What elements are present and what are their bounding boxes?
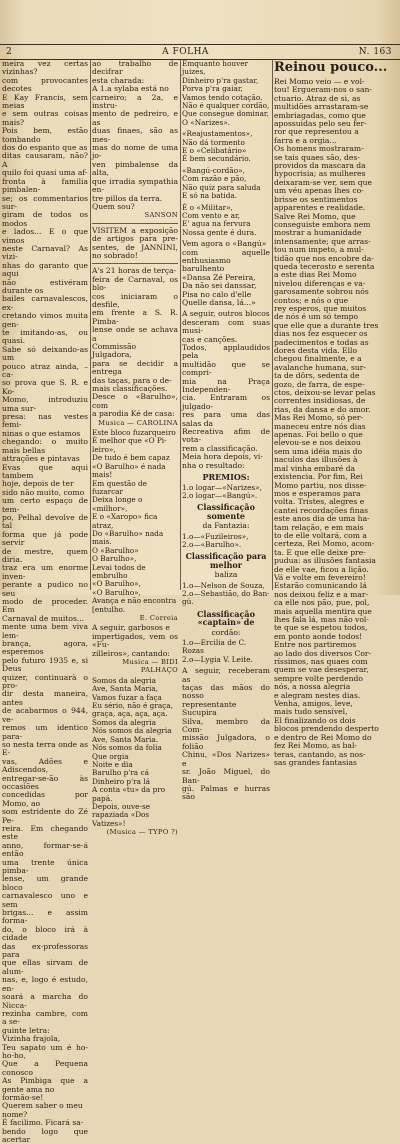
- text-line: brigas... e assim forma-: [2, 908, 88, 926]
- text-line: Da não sei danssar,: [182, 281, 257, 291]
- text-line: Eu sério, não é graça,: [92, 701, 173, 711]
- text-line: Depois, ouve-se: [92, 801, 151, 811]
- text-line: bendo logo que acertar: [2, 1126, 88, 1144]
- text-line: E o «Celibatário»: [182, 146, 247, 156]
- text-line: gú.: [182, 597, 194, 607]
- text-line: com aquelle enthusiasmo: [182, 247, 270, 265]
- column-4: [274, 60, 394, 767]
- text-line: som estridente do Zé Pe-: [2, 807, 88, 825]
- text-line: de nós é um só tempo: [274, 312, 359, 322]
- text-line: Silva, membro da Com-: [182, 716, 270, 735]
- text-line: ao lado dos diversos Cor-: [274, 648, 372, 658]
- text-line: E só na batida.: [182, 191, 238, 201]
- text-line: queda tecerosto e serenta: [274, 261, 375, 271]
- text-line: meira vez certas vizinhas?: [2, 59, 88, 77]
- text-line: «O Barulho»,: [92, 587, 141, 597]
- text-line: rapaziada «Dos Vatizes»!: [92, 810, 150, 828]
- text-line: El finalizando os dois: [274, 715, 356, 725]
- text-line: nivelou diferenças e va-: [274, 278, 366, 288]
- text-line: barulhento: [182, 264, 225, 274]
- text-line: dores desta vida. Ello: [274, 346, 358, 355]
- text-line: Que a Pequena conosco: [2, 1059, 88, 1077]
- text-line: 2.o—Lygia V. Leite.: [182, 654, 253, 664]
- text-line: 1.o—Nelson de Souza,: [182, 580, 265, 590]
- text-line: ninas o que estamos: [2, 428, 81, 438]
- text-line: representante Sucupira: [182, 699, 237, 718]
- text-line: conseguiste embora nem: [274, 219, 371, 229]
- text-line: O «Narizes».: [182, 117, 231, 127]
- text-line: cas e canções.: [182, 334, 238, 344]
- text-line: Dinheiro p'ra gastar,: [182, 75, 259, 85]
- text-line: Nós somos da folia: [92, 743, 162, 753]
- classification-subheading: da Fantazia:: [202, 521, 250, 531]
- text-line: soará a marcha do Nicca-: [2, 992, 88, 1010]
- classification-heading: Classificação «captain» de: [197, 608, 255, 628]
- text-line: rezinha cambre, com a se-: [2, 1008, 88, 1027]
- text-line: ta. E que elle deixe pre-: [274, 547, 366, 557]
- column-divider: [272, 60, 273, 590]
- text-line: sas grandes fantasias: [274, 757, 357, 767]
- text-line: Pois bem, estão tombando: [2, 126, 88, 144]
- text-line: que ellas sirvam de alum-: [2, 958, 88, 976]
- text-line: tou! Ergueram-nos o san-: [274, 85, 372, 95]
- text-line: Vá e volte em fevereiro!: [274, 572, 366, 582]
- text-line: Não quiz para saluda: [182, 182, 261, 192]
- text-line: Quelle dansa, lá...»: [182, 297, 256, 307]
- text-line: Desce o «Barulho», com: [92, 392, 178, 410]
- text-line: dias nos fez esquecer os: [274, 329, 368, 339]
- text-line: A seguir, outros blocos: [182, 309, 270, 319]
- text-line: duas finaes, são as mes-: [92, 126, 178, 144]
- text-line: guinte letra:: [2, 1025, 50, 1035]
- text-line: nha o resultado:: [182, 460, 245, 470]
- text-line: A 1.a sylaba está no: [92, 84, 169, 94]
- text-line: nos deixou feliz e a mar-: [274, 589, 369, 599]
- text-line: padecimentos e todas as: [274, 337, 369, 347]
- text-line: sempre volte perdendo: [274, 673, 363, 683]
- text-line: ror que representou a: [274, 127, 359, 137]
- text-line: sem uma idéia mais do: [274, 446, 363, 456]
- column-1: [2, 59, 88, 1144]
- text-line: fronta à familia pimbalen-: [2, 176, 88, 195]
- text-line: Chinu, «Dos Narizes» e: [182, 750, 270, 768]
- text-line: quem se vae desesperar,: [274, 665, 369, 675]
- text-line: nas, e, logo é estudo, en-: [2, 975, 88, 993]
- text-line: mia na Praça Independen-: [182, 376, 270, 395]
- text-line: ditas causaram, não? A: [2, 151, 88, 169]
- text-line: E' agua na fervura: [182, 219, 251, 229]
- text-line: e alegram nestes dias.: [274, 690, 361, 700]
- text-line: rem a classificação.: [182, 443, 258, 453]
- text-line: e dentro de Rei Momo do: [274, 732, 372, 742]
- text-line: nome?: [2, 1109, 28, 1119]
- text-line: É bem secundário.: [182, 154, 251, 164]
- text-line: Sabe só deixando-as um: [2, 344, 88, 363]
- column-2: [92, 59, 178, 837]
- text-line: Que consegue dominar,: [182, 109, 269, 119]
- text-line: mente uma bem viva lem-: [2, 622, 88, 640]
- text-line: 2.o logar—«Bangú».: [182, 490, 258, 500]
- text-line: «Reajustamentos»,: [182, 129, 253, 139]
- text-line: intensamente; que arras-: [274, 236, 371, 246]
- column-divider: [180, 60, 181, 590]
- text-line: ctos, deixou-se levar pelas: [274, 388, 376, 398]
- text-line: Porva p'ra gaiar,: [182, 84, 243, 94]
- text-line: multidões arrastaram-se: [274, 102, 369, 112]
- text-line: para se decidir a entrega: [92, 358, 178, 377]
- text-line: rias, da dansa e do amor.: [274, 404, 371, 414]
- text-line: Somos da alegria: [92, 675, 156, 685]
- text-line: É melhor que «O Pi-: [92, 436, 167, 446]
- text-line: [entulho.: [92, 604, 126, 614]
- text-line: A conta «tu» da pro: [92, 785, 166, 795]
- text-line: cia. Entraram os julgado-: [182, 393, 270, 411]
- text-line: apenas. Foi bello o que: [274, 430, 363, 440]
- text-line: mento de pedreiro, e as: [92, 109, 178, 127]
- text-line: missão Julgadora, o folião: [182, 733, 270, 751]
- text-line: impertigados, vem os «Fu-: [92, 631, 178, 650]
- text-line: Momo, introduziu uma sur-: [2, 395, 88, 413]
- text-line: que irradia sympathia en-: [92, 176, 178, 195]
- text-line: a este dias Rei Momo: [274, 270, 357, 280]
- text-line: Nossa gente é dura.: [182, 227, 257, 237]
- text-line: so nesta terra onde as E-: [2, 739, 88, 758]
- text-line: Estarão comunicando lá: [274, 581, 367, 591]
- text-line: leiro»,: [92, 444, 116, 454]
- text-line: te imitando-as, ou quasi.: [2, 328, 88, 346]
- text-line: Que orgia: [92, 751, 129, 761]
- text-line: ao trabalho de decifrar: [92, 59, 178, 77]
- text-line: ta de dôrs, sedenta de: [274, 371, 360, 381]
- text-line: mal vinha embaré da: [274, 463, 356, 473]
- text-line: Noite e dia: [92, 759, 133, 769]
- text-line: chegou finalmente, e a: [274, 354, 362, 364]
- text-line: das taças, para o de-: [92, 375, 172, 385]
- issue-number: N. 163: [358, 47, 392, 57]
- text-line: tre pillos da terra.: [92, 193, 163, 203]
- text-line: Dinheiro p'ra lá: [92, 776, 150, 786]
- text-line: em frente a S. R. Pimba-: [92, 308, 178, 326]
- text-line: de elle vae, ficou a lição.: [274, 564, 369, 574]
- text-line: mas do nome de uma jo-: [92, 143, 178, 161]
- text-line: este anos dia de uma ha-: [274, 514, 370, 524]
- text-line: Pisa no calo d'elle: [182, 289, 252, 299]
- text-line: correntes insidiosas, de: [274, 396, 366, 406]
- prizes-heading: PREMIOS:: [202, 472, 250, 483]
- text-line: A seguir, receberam as: [182, 666, 270, 684]
- text-line: Ave, Santa Maria,: [92, 684, 159, 694]
- text-line: a parodia Ké de casa:: [92, 409, 175, 419]
- text-line: cretando vimos muita gen-: [2, 311, 88, 329]
- classification-subheading: baliza: [214, 570, 238, 580]
- classification-heading: Classificação somente: [197, 502, 255, 521]
- text-line: formão-se!: [2, 1092, 44, 1102]
- text-line: naculos das illusões à: [274, 455, 358, 465]
- text-line: 2.o—«Barulho».: [182, 539, 242, 549]
- text-line: O Barulho»,: [92, 554, 137, 564]
- text-line: Momo partiu, nos disse-: [274, 480, 367, 490]
- text-line: lhes fala lá, mas não vol-: [274, 615, 369, 624]
- text-line: attrações e pintavas: [2, 454, 80, 464]
- newspaper-title: A FOLHA: [162, 47, 209, 57]
- text-line: farra e a orgia...: [274, 135, 337, 145]
- classification-heading: Classificação para melhor: [185, 551, 267, 570]
- text-line: nhas do garanto que aqui: [2, 260, 88, 279]
- text-line: esta charada:: [92, 75, 145, 85]
- text-line: existencia. Por fim, Rei: [274, 472, 363, 482]
- text-line: entregar-se-ão às occasiões: [2, 773, 88, 791]
- text-line: mais aquella mentira que: [274, 606, 372, 616]
- text-line: se; os commentarios sur-: [2, 193, 88, 211]
- text-line: neste Carnaval? As vizi-: [2, 243, 88, 262]
- text-line: dir desta maneira, antes: [2, 689, 88, 707]
- text-line: sr. João Miguel, do Ban-: [182, 767, 270, 785]
- music-credit: Musica — CAROLINA: [98, 418, 178, 427]
- text-line: O «Barulho»: [92, 545, 139, 555]
- text-line: deixaram-se ver, sem que: [274, 177, 372, 187]
- text-line: pouco atraz ainda, – ca-: [2, 361, 88, 380]
- text-line: Não é qualquer cordão,: [182, 101, 270, 111]
- text-line: Levai todos de embrulho: [92, 562, 146, 580]
- text-line: Querem saber o meu: [2, 1101, 83, 1111]
- text-line: do, o bloco irá à cidade: [2, 924, 88, 943]
- text-line: mais tudo sensível,: [274, 707, 348, 717]
- text-line: chegando: o muito mais bellas: [2, 437, 88, 455]
- text-line: gozo, de farra, de espe-: [274, 379, 365, 389]
- text-line: bailes carnavalescos, ex-: [2, 294, 88, 312]
- text-line: quizer, continuarà o pro-: [2, 672, 88, 691]
- text-line: Os homens mostraram-: [274, 144, 364, 154]
- text-line: mais classificações.: [92, 384, 168, 394]
- text-line: De tudo é bem capaz: [92, 453, 170, 463]
- page-number: 2: [6, 47, 13, 57]
- text-line: ca elle nos pão, pue, pol,: [274, 598, 370, 608]
- text-line: Quem sou?: [92, 201, 135, 211]
- text-line: papá.: [92, 793, 113, 803]
- text-line: dos do espanto que as: [2, 143, 88, 153]
- text-line: que elle que a durante tres: [274, 320, 379, 330]
- music-credit: (Musica — TYPO ?): [106, 828, 178, 837]
- text-line: avalanche humana, sur-: [274, 362, 366, 372]
- text-line: Deixa longe o «milhor»,: [92, 495, 143, 513]
- text-line: rey esperos, que muitos: [274, 303, 367, 313]
- text-line: pelo futuro 1935 e, si Deus: [2, 655, 88, 674]
- text-line: de mestre, quem diria.: [2, 546, 88, 564]
- text-line: Teu sapato um é ho-ho-ho,: [2, 1042, 88, 1060]
- text-line: Vamos fuzar a faça: [92, 692, 162, 702]
- text-line: É o «Militar»,: [182, 202, 233, 212]
- text-line: te que se espetou todos,: [274, 623, 368, 633]
- text-line: apparentes e realidade.: [274, 203, 366, 213]
- text-line: ríssimos, nas quaes com: [274, 657, 368, 667]
- text-line: e lados... E o que vimos: [2, 227, 88, 245]
- text-line: embriagadas, como que: [274, 110, 366, 120]
- text-line: nós, a nossa alegria: [274, 682, 351, 692]
- page-header: [0, 44, 400, 60]
- text-line: 1.o—«Fuzileiros»,: [182, 531, 249, 541]
- text-line: Rei Momo veio — e vol-: [274, 77, 365, 86]
- text-line: fez Rei Momo, as bal-: [274, 741, 357, 751]
- text-line: Com vento e ar,: [182, 210, 240, 220]
- text-line: hypocrisia; as mulheres: [274, 169, 366, 179]
- text-line: vas, Adões e Adiscendos,: [2, 756, 88, 775]
- text-line: Com razão e pão,: [182, 174, 247, 184]
- text-line: teras, cantando, as nos-: [274, 749, 366, 759]
- text-line: 2.o—Sebastião, do Ban-: [182, 588, 270, 598]
- text-line: blocos prendendo desperto: [274, 724, 379, 734]
- text-line: certeza, Rei Momo, acom-: [274, 539, 375, 549]
- text-line: forma que já pode servir: [2, 529, 88, 548]
- text-line: maneceu entre nós dias: [274, 421, 366, 431]
- text-line: A's 21 horas de terça-: [92, 266, 177, 276]
- text-line: E Kay Francis, sem meias: [2, 92, 88, 111]
- text-line: brança, agora, esperemos: [2, 639, 88, 657]
- text-line: Avança e não encontra: [92, 596, 177, 606]
- text-line: Evas que aqui tambem: [2, 462, 88, 480]
- text-line: tou num impeto, a mul-: [274, 245, 364, 255]
- text-line: Não dá tormento: [182, 137, 245, 147]
- text-line: volta. Tristes, alegres e: [274, 497, 365, 507]
- text-line: quilo foi quasi uma af-: [2, 168, 88, 178]
- text-line: de acabarmos o 944, ve-: [2, 706, 88, 724]
- text-line: po, Pelhal devolve de tal: [2, 512, 88, 531]
- text-line: remos um identico para-: [2, 723, 88, 741]
- text-line: Mas Rei Momo, só per-: [274, 413, 364, 423]
- text-line: «O Barulho»,: [92, 579, 141, 589]
- text-line: pudua: as illusões fantasia: [274, 556, 376, 566]
- text-line: tam relação, e em mais: [274, 522, 364, 532]
- text-line: das ex-professoras para: [2, 941, 88, 960]
- text-line: Do «Barulho» nada mais.: [92, 528, 164, 547]
- music-credit: Musica — BIDI PALHAÇO: [122, 658, 178, 675]
- text-line: Ave, Santa Maria.: [92, 734, 159, 744]
- text-line: Carnaval de muitos...: [2, 613, 85, 623]
- text-line: so prova que S. R. e Ko-: [2, 378, 88, 396]
- text-line: to de elle voltará, com a: [274, 530, 367, 540]
- text-line: A seguir, garbosos e: [92, 623, 170, 633]
- text-line: Vem agora o «Bangú»: [182, 239, 267, 249]
- text-line: hoje, depois de ter: [2, 479, 74, 489]
- text-line: Entre nos partiremos: [274, 640, 357, 650]
- text-line: mostrar a humanidade: [274, 228, 362, 238]
- text-line: carneiro; a 2a, e instru-: [92, 92, 178, 111]
- text-line: «O Barulho» é nada mais!: [92, 461, 166, 480]
- text-line: Barulho p'ra cá: [92, 768, 149, 778]
- text-line: modo de proceder. Em: [2, 597, 88, 615]
- text-line: As Pimbiga que a gente ama no: [2, 1076, 88, 1094]
- text-line: Commissão Julgadora,: [92, 342, 137, 360]
- text-line: não estivéram durante os: [2, 277, 88, 295]
- text-line: apossuidas pelo seu fer-: [274, 119, 367, 129]
- text-line: E o «Xaropo» fica atraz,: [92, 512, 158, 530]
- text-line: giram de todos os modos: [2, 210, 88, 228]
- text-line: uma trente única pimba-: [2, 857, 88, 875]
- text-line: tidão que nos encobre da-: [274, 253, 374, 263]
- text-line: Salve Rei Momo, que: [274, 211, 356, 221]
- text-line: 1.o logar—«Narizes»,: [182, 482, 262, 492]
- text-line: reira. Em chegando este: [2, 823, 88, 842]
- text-line: Venha, amigos, leve,: [274, 699, 353, 709]
- text-line: taças das mãos do nosso: [182, 683, 270, 701]
- text-line: É facilimo. Ficará sa-: [2, 1118, 84, 1128]
- text-line: 1.o—Ercilia de C. Rozas: [182, 638, 247, 656]
- text-line: concedidas por Momo, ao: [2, 790, 88, 808]
- section-rule: [92, 223, 178, 224]
- text-line: Vamos tendo cotação.: [182, 92, 263, 102]
- text-line: desceram com suas musi-: [182, 317, 270, 336]
- text-line: graça, aça, aça, aça.: [92, 709, 168, 719]
- column-divider: [90, 60, 91, 590]
- text-line: um véu apenas lhes co-: [274, 186, 364, 196]
- text-line: um certo espaço de tem-: [2, 496, 88, 514]
- text-line: Este bloco fuzarqueiro: [92, 428, 176, 438]
- text-line: garosamente sobrou nós: [274, 287, 369, 297]
- text-line: elevou-se e nos deixou: [274, 438, 361, 448]
- text-line: se tais quaes são, des-: [274, 152, 360, 162]
- signature: SANSON: [144, 211, 178, 220]
- text-line: carnavalesco uno e sem: [2, 891, 88, 909]
- text-line: traz era um enorme inven-: [2, 563, 88, 581]
- text-line: cantei recordações finas: [274, 505, 369, 515]
- text-line: lense, um grande bloco: [2, 874, 88, 892]
- text-line: Em questão de fuzarcar: [92, 478, 147, 496]
- text-line: cos iniciaram o desfile,: [92, 291, 178, 309]
- text-line: perante a pudico no seu: [2, 580, 88, 598]
- text-line: com provocantes decotes: [2, 75, 88, 94]
- text-line: presa: nas vestes femi-: [2, 412, 88, 430]
- text-line: Todos, applaudidos pela: [182, 343, 270, 361]
- text-line: e sem outras coisas mais?: [2, 109, 88, 127]
- text-line: Nós somos da alegria: [92, 726, 172, 736]
- text-line: Emquanto houver juizes,: [182, 59, 249, 77]
- text-line: gú. Palmas e hurras são: [182, 783, 270, 802]
- section-rule: [92, 263, 178, 264]
- text-line: contos; e nós o que: [274, 295, 349, 305]
- text-line: mos e esperamos para: [274, 488, 361, 498]
- text-line: «Bangú-cordão»,: [182, 165, 245, 175]
- text-line: ven pimbalense da alta,: [92, 159, 178, 178]
- text-line: providos da mascara da: [274, 161, 366, 171]
- text-line: ctuario. Atraz de si, as: [274, 93, 361, 103]
- text-line: res para uma das salas da: [182, 410, 270, 428]
- text-line: multidão que se compri-: [182, 359, 270, 378]
- text-line: zilleiros», cantando:: [92, 648, 170, 658]
- column-3: [182, 59, 270, 802]
- author-credit: E. Correia: [139, 614, 178, 622]
- text-line: «Dansa Zé Pereira,: [182, 272, 256, 282]
- text-line: Recreativa afim de vota-: [182, 427, 270, 445]
- text-line: Somos da alegria: [92, 717, 156, 727]
- article-headline: Reinou pouco...: [274, 60, 388, 75]
- text-line: em ponto aonde todos!: [274, 631, 363, 641]
- text-line: sido não muito, como: [2, 487, 85, 497]
- text-line: brisse os sentimentos: [274, 194, 358, 204]
- text-line: Vizinha frajola,: [2, 1034, 61, 1044]
- text-line: Meia hora depois, vi-: [182, 452, 263, 462]
- text-line: lense onde se achava a: [92, 325, 178, 343]
- text-line: anno, formar-se-á então: [2, 840, 88, 859]
- text-line: feira de Carnaval, os blo-: [92, 274, 178, 293]
- exhibition-notice: VISITEM a exposição de artigos para pre- sentes, de JANNINI, no sobrado!: [92, 225, 178, 260]
- classification-subheading: cordão:: [211, 627, 241, 637]
